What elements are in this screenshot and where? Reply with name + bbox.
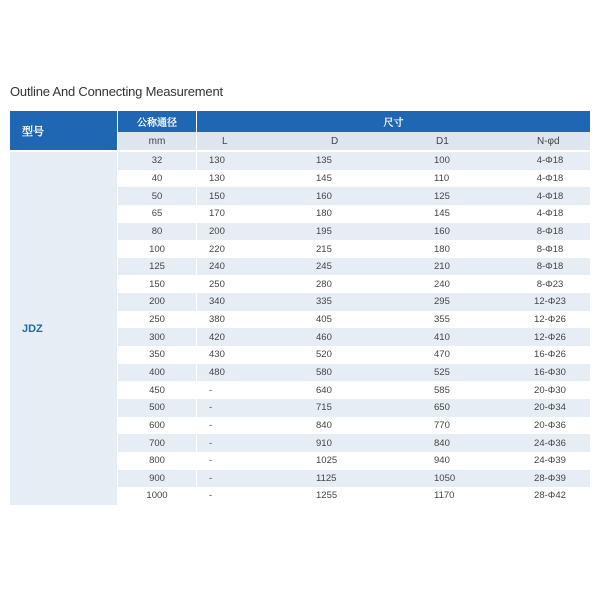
cell-n-phi-d: 20-Φ34 xyxy=(534,402,566,414)
cell-D1: 160 xyxy=(434,225,450,237)
cell-L: 340 xyxy=(209,296,225,308)
column-header-L: L xyxy=(222,135,228,147)
cell-D: 1255 xyxy=(316,490,338,502)
cell-L: 130 xyxy=(209,155,225,167)
cell-L: 430 xyxy=(209,349,225,361)
cell-D: 195 xyxy=(316,225,332,237)
page-title: Outline And Connecting Measurement xyxy=(10,84,223,99)
column-divider xyxy=(196,381,197,399)
table-row xyxy=(118,170,590,188)
cell-D: 280 xyxy=(316,278,332,290)
cell-n-phi-d: 16-Φ26 xyxy=(534,349,566,361)
table-row xyxy=(118,346,590,364)
column-divider xyxy=(196,258,197,276)
column-divider xyxy=(196,187,197,205)
cell-mm: 65 xyxy=(151,208,163,220)
cell-n-phi-d: 8-Φ18 xyxy=(536,243,564,255)
cell-D: 715 xyxy=(316,402,332,414)
table-row xyxy=(118,187,590,205)
column-header-group xyxy=(197,132,590,150)
cell-D1: 355 xyxy=(434,314,450,326)
cell-D1: 180 xyxy=(434,243,450,255)
cell-mm: 150 xyxy=(149,278,165,290)
column-header-D1: D1 xyxy=(436,135,449,147)
table-row xyxy=(118,240,590,258)
cell-D1: 100 xyxy=(434,155,450,167)
table-row xyxy=(118,223,590,241)
cell-n-phi-d: 24-Φ36 xyxy=(534,437,566,449)
cell-n-phi-d: 28-Φ42 xyxy=(534,490,566,502)
cell-D: 580 xyxy=(316,367,332,378)
cell-D: 640 xyxy=(316,384,332,396)
cell-D1: 145 xyxy=(434,208,450,220)
column-divider xyxy=(196,152,197,170)
cell-L: 130 xyxy=(209,172,225,184)
cell-L: 240 xyxy=(209,261,225,273)
cell-mm: 250 xyxy=(149,314,165,326)
table-row xyxy=(118,470,590,488)
cell-n-phi-d: 4-Φ18 xyxy=(536,172,564,184)
cell-D1: 770 xyxy=(434,419,450,431)
cell-L: - xyxy=(209,490,213,502)
cell-L: 420 xyxy=(209,331,225,343)
cell-D: 145 xyxy=(316,172,332,184)
cell-L: 480 xyxy=(209,367,225,378)
column-divider xyxy=(196,487,197,505)
cell-n-phi-d: 20-Φ30 xyxy=(534,384,566,396)
dimensions-header: 尺寸 xyxy=(197,111,590,132)
cell-mm: 32 xyxy=(151,155,163,167)
cell-D1: 125 xyxy=(434,190,450,202)
cell-mm: 400 xyxy=(149,367,165,378)
cell-L: 250 xyxy=(209,278,225,290)
cell-L: - xyxy=(209,419,213,431)
cell-L: 150 xyxy=(209,190,225,202)
cell-mm: 125 xyxy=(149,261,165,273)
cell-D: 405 xyxy=(316,314,332,326)
column-divider xyxy=(196,434,197,452)
column-header-mm: mm xyxy=(118,132,196,150)
cell-n-phi-d: 12-Φ23 xyxy=(534,296,566,308)
cell-D: 1125 xyxy=(316,472,337,484)
table-row xyxy=(118,275,590,293)
cell-D1: 650 xyxy=(434,402,450,414)
table-row xyxy=(118,258,590,276)
cell-mm: 40 xyxy=(151,172,163,184)
cell-n-phi-d: 8-Φ18 xyxy=(536,261,564,273)
column-divider xyxy=(196,470,197,488)
cell-mm: 1000 xyxy=(146,490,168,502)
cell-mm: 300 xyxy=(149,331,165,343)
cell-L: 380 xyxy=(209,314,225,326)
cell-mm: 50 xyxy=(151,190,163,202)
table-row xyxy=(118,328,590,346)
table-row xyxy=(118,293,590,311)
cell-L: 170 xyxy=(209,208,225,220)
column-divider xyxy=(196,364,197,382)
cell-D1: 110 xyxy=(434,172,450,184)
cell-D1: 410 xyxy=(434,331,450,343)
cell-mm: 500 xyxy=(149,402,165,414)
cell-mm: 200 xyxy=(149,296,165,308)
cell-D1: 210 xyxy=(434,261,450,273)
table-row xyxy=(118,152,590,170)
table-row xyxy=(118,364,590,382)
cell-n-phi-d: 4-Φ18 xyxy=(536,155,564,167)
cell-L: 220 xyxy=(209,243,225,255)
cell-n-phi-d: 28-Φ39 xyxy=(534,472,566,484)
cell-D1: 1050 xyxy=(434,472,456,484)
column-header-D: D xyxy=(331,135,339,147)
cell-n-phi-d: 4-Φ18 xyxy=(536,208,564,220)
cell-L: - xyxy=(209,402,213,414)
column-divider xyxy=(196,293,197,311)
table-row xyxy=(118,311,590,329)
cell-mm: 800 xyxy=(149,455,165,467)
cell-D1: 840 xyxy=(434,437,450,449)
cell-D: 910 xyxy=(316,437,332,449)
cell-D1: 240 xyxy=(434,278,450,290)
cell-mm: 700 xyxy=(149,437,165,449)
column-divider xyxy=(196,399,197,417)
cell-n-phi-d: 12-Φ26 xyxy=(534,314,566,326)
table-row xyxy=(118,417,590,435)
table-row xyxy=(118,487,590,505)
cell-L: - xyxy=(209,384,213,396)
cell-mm: 450 xyxy=(149,384,165,396)
cell-n-phi-d: 24-Φ39 xyxy=(534,455,566,467)
cell-n-phi-d: 8-Φ18 xyxy=(536,225,564,237)
cell-D1: 525 xyxy=(434,367,450,378)
cell-n-phi-d: 4-Φ18 xyxy=(536,190,564,202)
cell-D: 520 xyxy=(316,349,332,361)
column-divider xyxy=(196,170,197,188)
table-row xyxy=(118,381,590,399)
column-header-n-phi-d: N-φd xyxy=(537,135,560,147)
column-divider xyxy=(196,205,197,223)
table-row xyxy=(118,452,590,470)
cell-D: 335 xyxy=(316,296,332,308)
cell-D1: 295 xyxy=(434,296,450,308)
cell-D1: 1170 xyxy=(434,490,455,502)
cell-n-phi-d: 16-Φ30 xyxy=(534,367,566,378)
cell-mm: 80 xyxy=(151,225,163,237)
cell-D: 1025 xyxy=(316,455,338,467)
cell-D: 460 xyxy=(316,331,332,343)
cell-D1: 940 xyxy=(434,455,450,467)
model-header: 型号 xyxy=(10,111,117,150)
model-value: JDZ xyxy=(10,152,117,505)
table-row xyxy=(118,399,590,417)
cell-D: 180 xyxy=(316,208,332,220)
cell-D: 840 xyxy=(316,419,332,431)
cell-L: - xyxy=(209,455,213,467)
column-divider xyxy=(196,311,197,329)
cell-D: 160 xyxy=(316,190,332,202)
cell-D1: 585 xyxy=(434,384,450,396)
column-divider xyxy=(196,328,197,346)
cell-D1: 470 xyxy=(434,349,450,361)
column-divider xyxy=(196,417,197,435)
cell-n-phi-d: 20-Φ36 xyxy=(534,419,566,431)
column-divider xyxy=(196,223,197,241)
cell-L: - xyxy=(209,437,213,449)
cell-n-phi-d: 12-Φ26 xyxy=(534,331,566,343)
column-divider xyxy=(196,275,197,293)
column-divider xyxy=(196,452,197,470)
cell-D: 215 xyxy=(316,243,332,255)
nominal-diameter-header: 公称通径 xyxy=(118,111,196,132)
cell-L: - xyxy=(209,472,213,484)
cell-mm: 900 xyxy=(149,472,165,484)
cell-mm: 100 xyxy=(149,243,165,255)
column-divider xyxy=(196,240,197,258)
table-row xyxy=(118,434,590,452)
table-row xyxy=(118,205,590,223)
table-body xyxy=(118,152,590,505)
cell-n-phi-d: 8-Φ23 xyxy=(536,278,564,290)
cell-D: 245 xyxy=(316,261,332,273)
cell-mm: 600 xyxy=(149,419,165,431)
column-divider xyxy=(196,346,197,364)
cell-L: 200 xyxy=(209,225,225,237)
cell-mm: 350 xyxy=(149,349,165,361)
cell-D: 135 xyxy=(316,155,332,167)
